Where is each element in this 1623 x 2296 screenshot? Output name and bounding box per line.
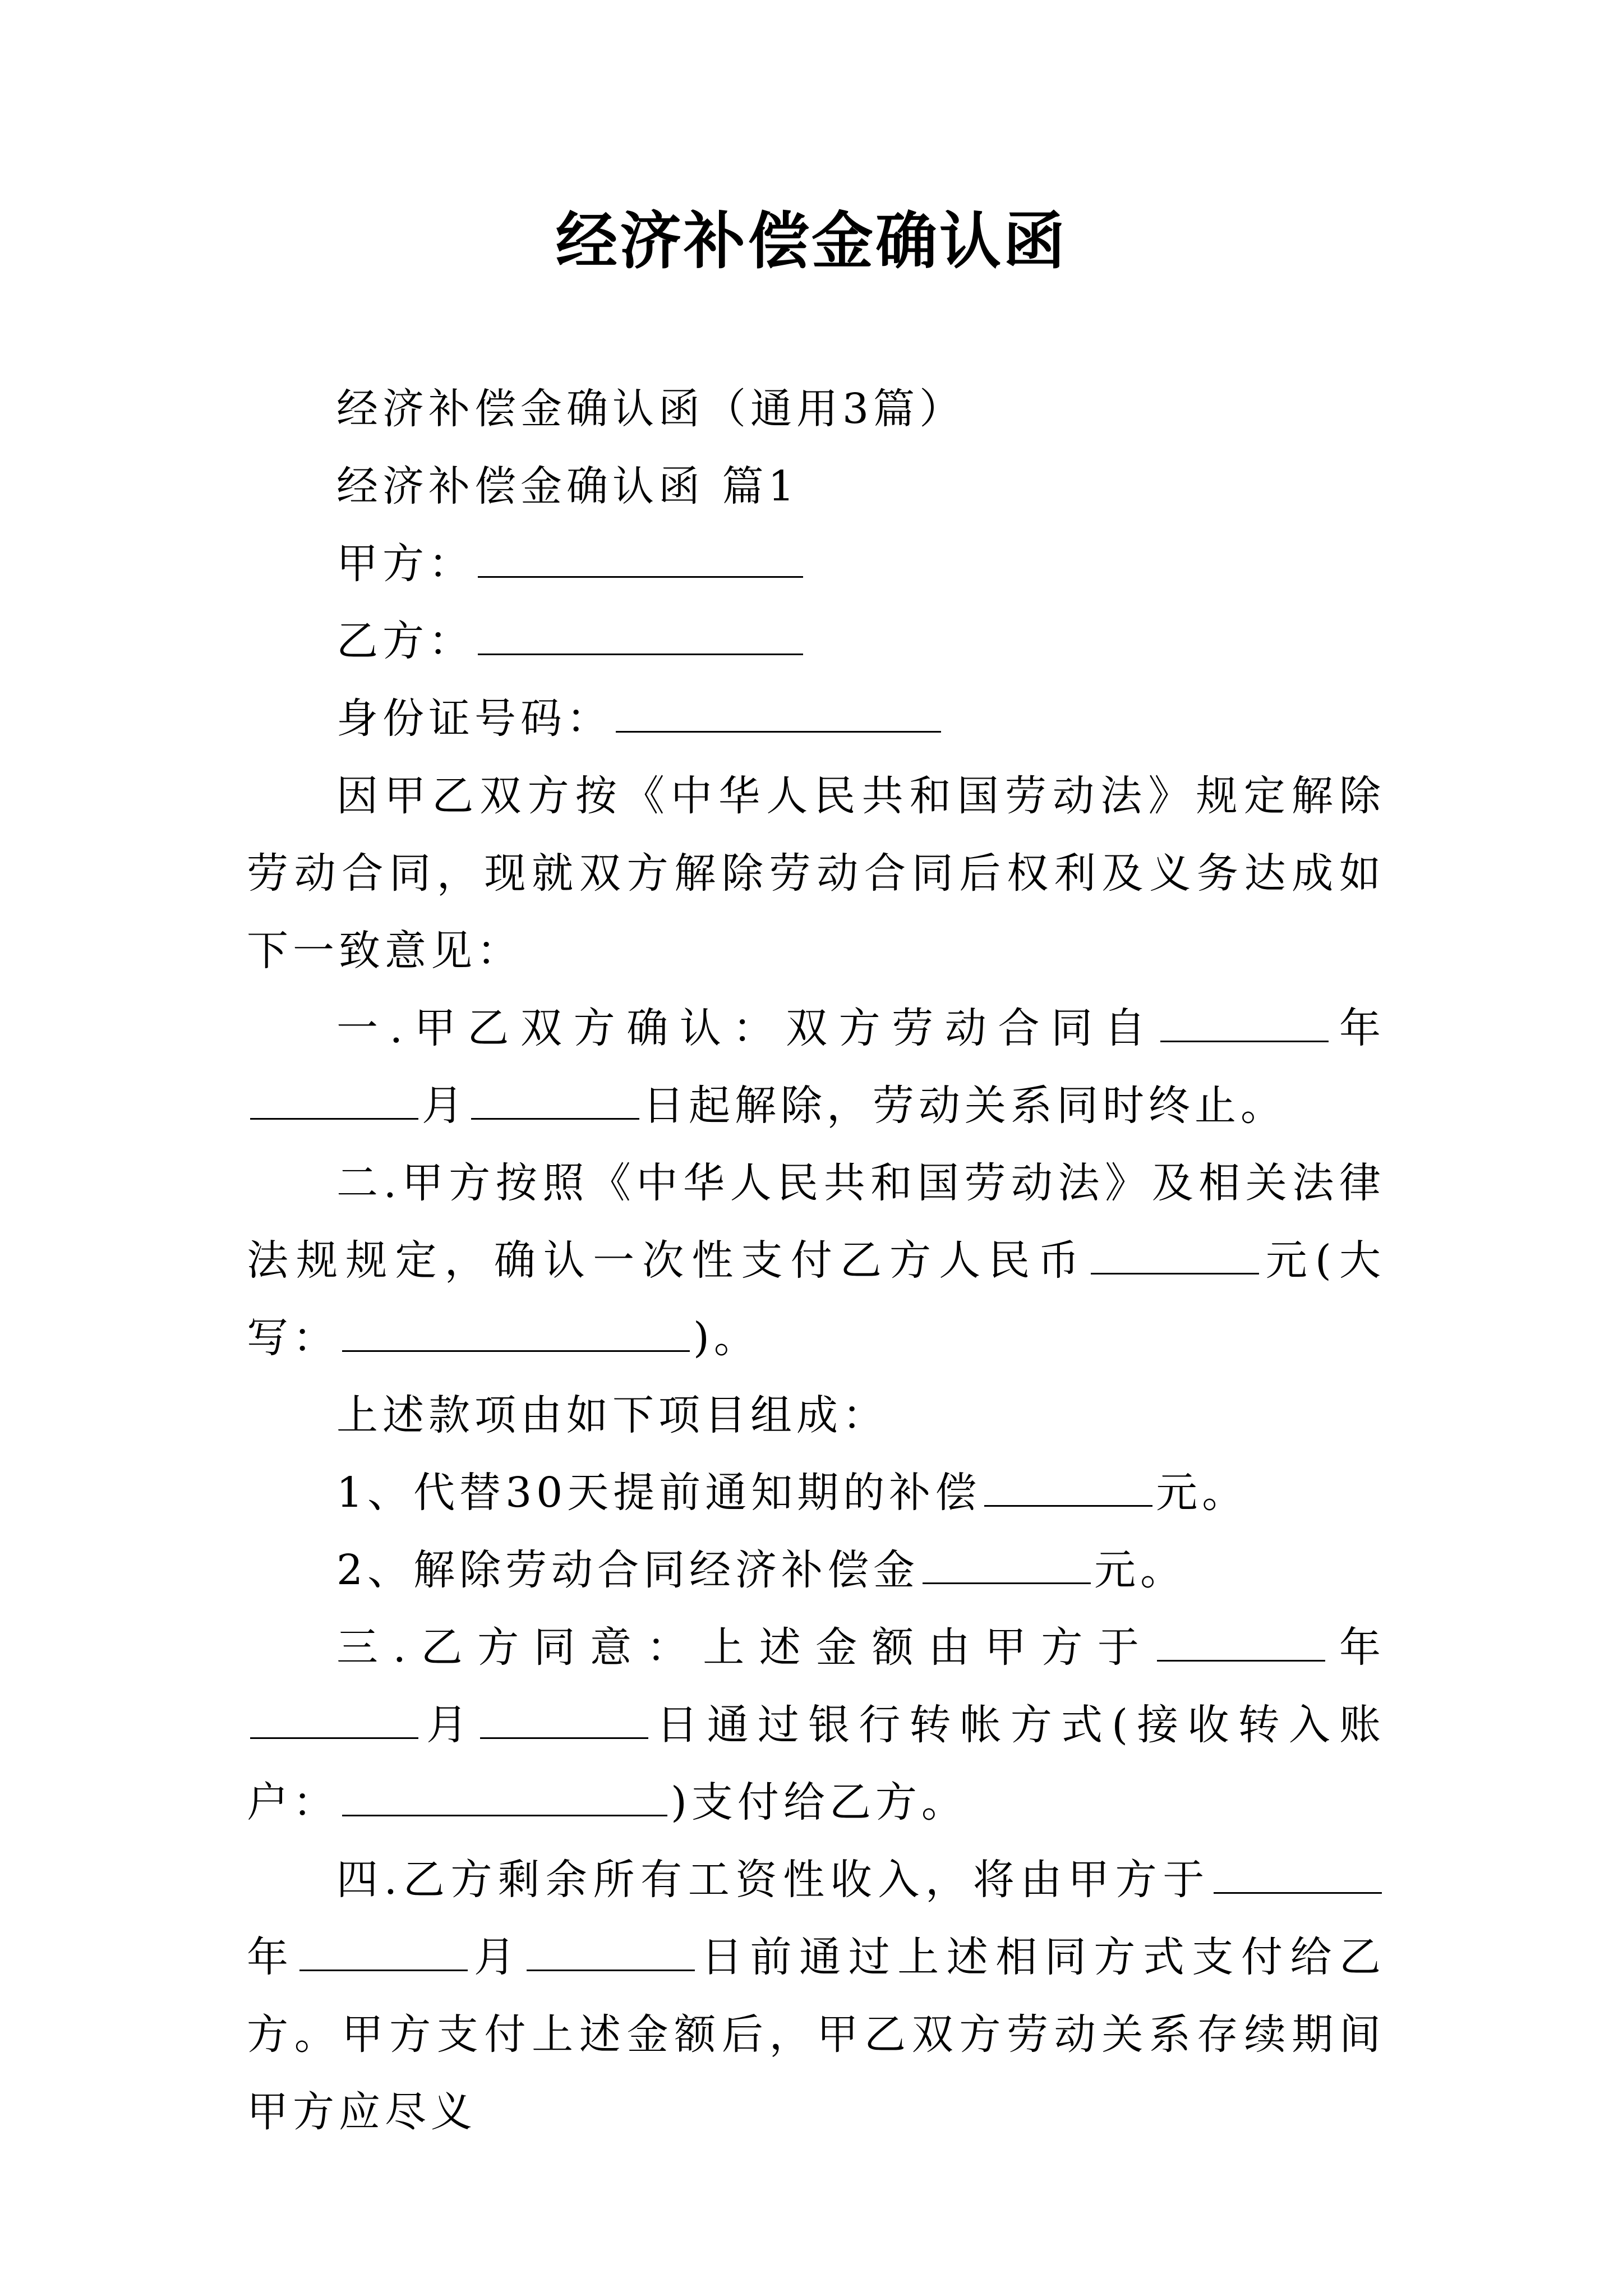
clause-2-text-a: 二.甲方按照《中华人民共和国劳动法》及相关法律法规规定，确认一次性支付乙方人民币 bbox=[247, 1159, 1385, 1285]
clause-4 bbox=[247, 1841, 1385, 2151]
document-subtitle: 经济补偿金确认函（通用3篇） bbox=[336, 385, 966, 433]
clause-3-text-e: )支付给乙方。 bbox=[671, 1778, 967, 1826]
section-heading: 经济补偿金确认函 篇1 bbox=[336, 462, 799, 510]
clause-1-year-blank bbox=[1160, 1006, 1329, 1042]
item-1 bbox=[247, 1454, 1385, 1531]
party-b-label: 乙方： bbox=[336, 617, 474, 665]
clause-4-day-blank bbox=[527, 1935, 695, 1971]
item-2-unit: 元。 bbox=[1094, 1546, 1187, 1594]
clause-2 bbox=[247, 1144, 1385, 1377]
clause-4-year-label: 年 bbox=[247, 1933, 296, 1981]
intro-paragraph: 因甲乙双方按《中华人民共和国劳动法》规定解除劳动合同，现就双方解除劳动合同后权利及义务达成如下一致意见： bbox=[247, 772, 1385, 975]
clause-3-day-blank bbox=[480, 1703, 648, 1739]
items-intro: 上述款项由如下项目组成： bbox=[336, 1391, 888, 1439]
clause-1-month-blank bbox=[250, 1083, 418, 1120]
party-a-label: 甲方： bbox=[336, 540, 474, 588]
item-1-text: 1、代替30天提前通知期的补偿 bbox=[336, 1469, 981, 1517]
clause-1 bbox=[247, 990, 1385, 1144]
party-b-blank bbox=[478, 619, 803, 655]
clause-2-uppercase-blank bbox=[342, 1315, 690, 1352]
clause-4-month-blank bbox=[299, 1935, 468, 1971]
id-blank bbox=[616, 696, 941, 733]
party-b-line bbox=[247, 602, 1385, 680]
clause-2-amount-blank bbox=[1091, 1238, 1259, 1274]
item-2-text: 2、解除劳动合同经济补偿金 bbox=[336, 1546, 920, 1594]
item-2 bbox=[247, 1531, 1385, 1609]
clause-1-text-a: 一.甲乙双方确认：双方劳动合同自 bbox=[336, 1004, 1158, 1052]
id-line bbox=[247, 680, 1385, 757]
clause-3-text-a: 三.乙方同意：上述金额由甲方于 bbox=[336, 1623, 1154, 1672]
clause-1-text-d: 日起解除，劳动关系同时终止。 bbox=[643, 1082, 1287, 1130]
party-a-line bbox=[247, 525, 1385, 602]
clause-4-month-label: 月 bbox=[471, 1933, 523, 1981]
clause-2-text-c: )。 bbox=[693, 1314, 760, 1362]
clause-1-year-label: 年 bbox=[1332, 1004, 1385, 1052]
clause-3-year-label: 年 bbox=[1329, 1623, 1385, 1672]
item-1-blank bbox=[984, 1470, 1152, 1507]
clause-2-text-b: 元(大写： bbox=[247, 1236, 1385, 1362]
clause-1-day-blank bbox=[471, 1083, 639, 1120]
clause-4-year-blank bbox=[1214, 1857, 1382, 1894]
document-title: 经济补偿金确认函 bbox=[556, 205, 1067, 277]
item-1-unit: 元。 bbox=[1156, 1469, 1248, 1517]
clause-3 bbox=[247, 1609, 1385, 1841]
clause-3-account-blank bbox=[342, 1780, 667, 1816]
clause-4-text-a: 四.乙方剩余所有工资性收入，将由甲方于 bbox=[336, 1856, 1210, 1904]
clause-3-text-d: 日通过银行转帐方式(接收转入账户： bbox=[247, 1701, 1386, 1826]
document-body bbox=[247, 370, 1385, 2151]
party-a-blank bbox=[478, 541, 803, 578]
item-2-blank bbox=[923, 1548, 1091, 1584]
clause-1-month-label: 月 bbox=[422, 1082, 468, 1130]
id-label: 身份证号码： bbox=[336, 694, 612, 743]
clause-4-text-d: 日前通过上述相同方式支付给乙方。甲方支付上述金额后，甲乙双方劳动关系存续期间甲方应尽义 bbox=[247, 1933, 1386, 2136]
clause-3-year-blank bbox=[1157, 1625, 1325, 1662]
clause-3-month-blank bbox=[250, 1703, 418, 1739]
clause-3-month-label: 月 bbox=[422, 1701, 477, 1749]
